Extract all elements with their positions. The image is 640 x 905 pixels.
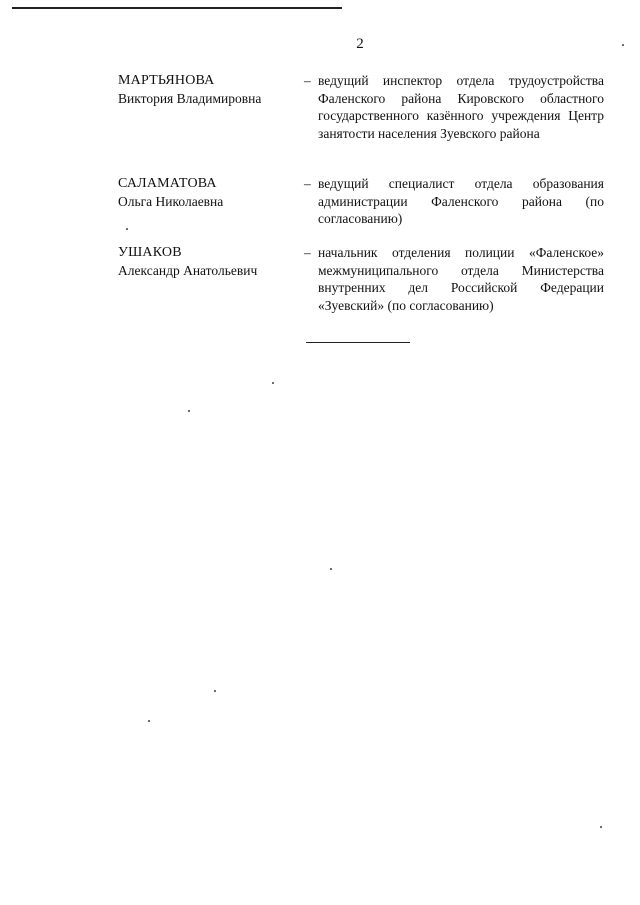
member-surname: УШАКОВ — [118, 245, 182, 260]
member-given-names: Ольга Николаевна — [118, 193, 224, 209]
scan-speck — [330, 568, 332, 570]
member-role: начальник отделения полиции «Фаленское» межмуниципального отдела Министерства внутренних дел Российской Федерации «Зуевский» (по согласованию) — [318, 245, 604, 313]
page-number: 2 — [356, 36, 364, 52]
scan-speck — [600, 826, 602, 828]
scan-speck — [188, 410, 190, 412]
scan-speck — [148, 720, 150, 722]
member-dash: – — [304, 245, 311, 260]
scan-speck — [126, 228, 128, 230]
closing-rule — [306, 342, 410, 343]
member-name — [118, 72, 298, 107]
member-role: ведущий инспектор отдела трудоустройства Фаленского района Кировского областного государственного казённого учреждения Центр занятости населения Зуевского района — [318, 73, 604, 141]
member-given-names: Александр Анатольевич — [118, 262, 258, 278]
scan-speck — [272, 382, 274, 384]
header-rule — [12, 7, 342, 9]
member-dash: – — [304, 176, 311, 191]
member-role: ведущий специалист отдела образования администрации Фаленского района (по согласованию) — [318, 176, 604, 226]
member-dash: – — [304, 73, 311, 88]
scan-speck — [214, 690, 216, 692]
member-surname: МАРТЬЯНОВА — [118, 73, 215, 88]
scan-speck — [622, 44, 624, 46]
member-given-names: Виктория Владимировна — [118, 90, 262, 106]
member-name — [118, 244, 298, 279]
member-name — [118, 175, 298, 210]
member-surname: САЛАМАТОВА — [118, 176, 217, 191]
